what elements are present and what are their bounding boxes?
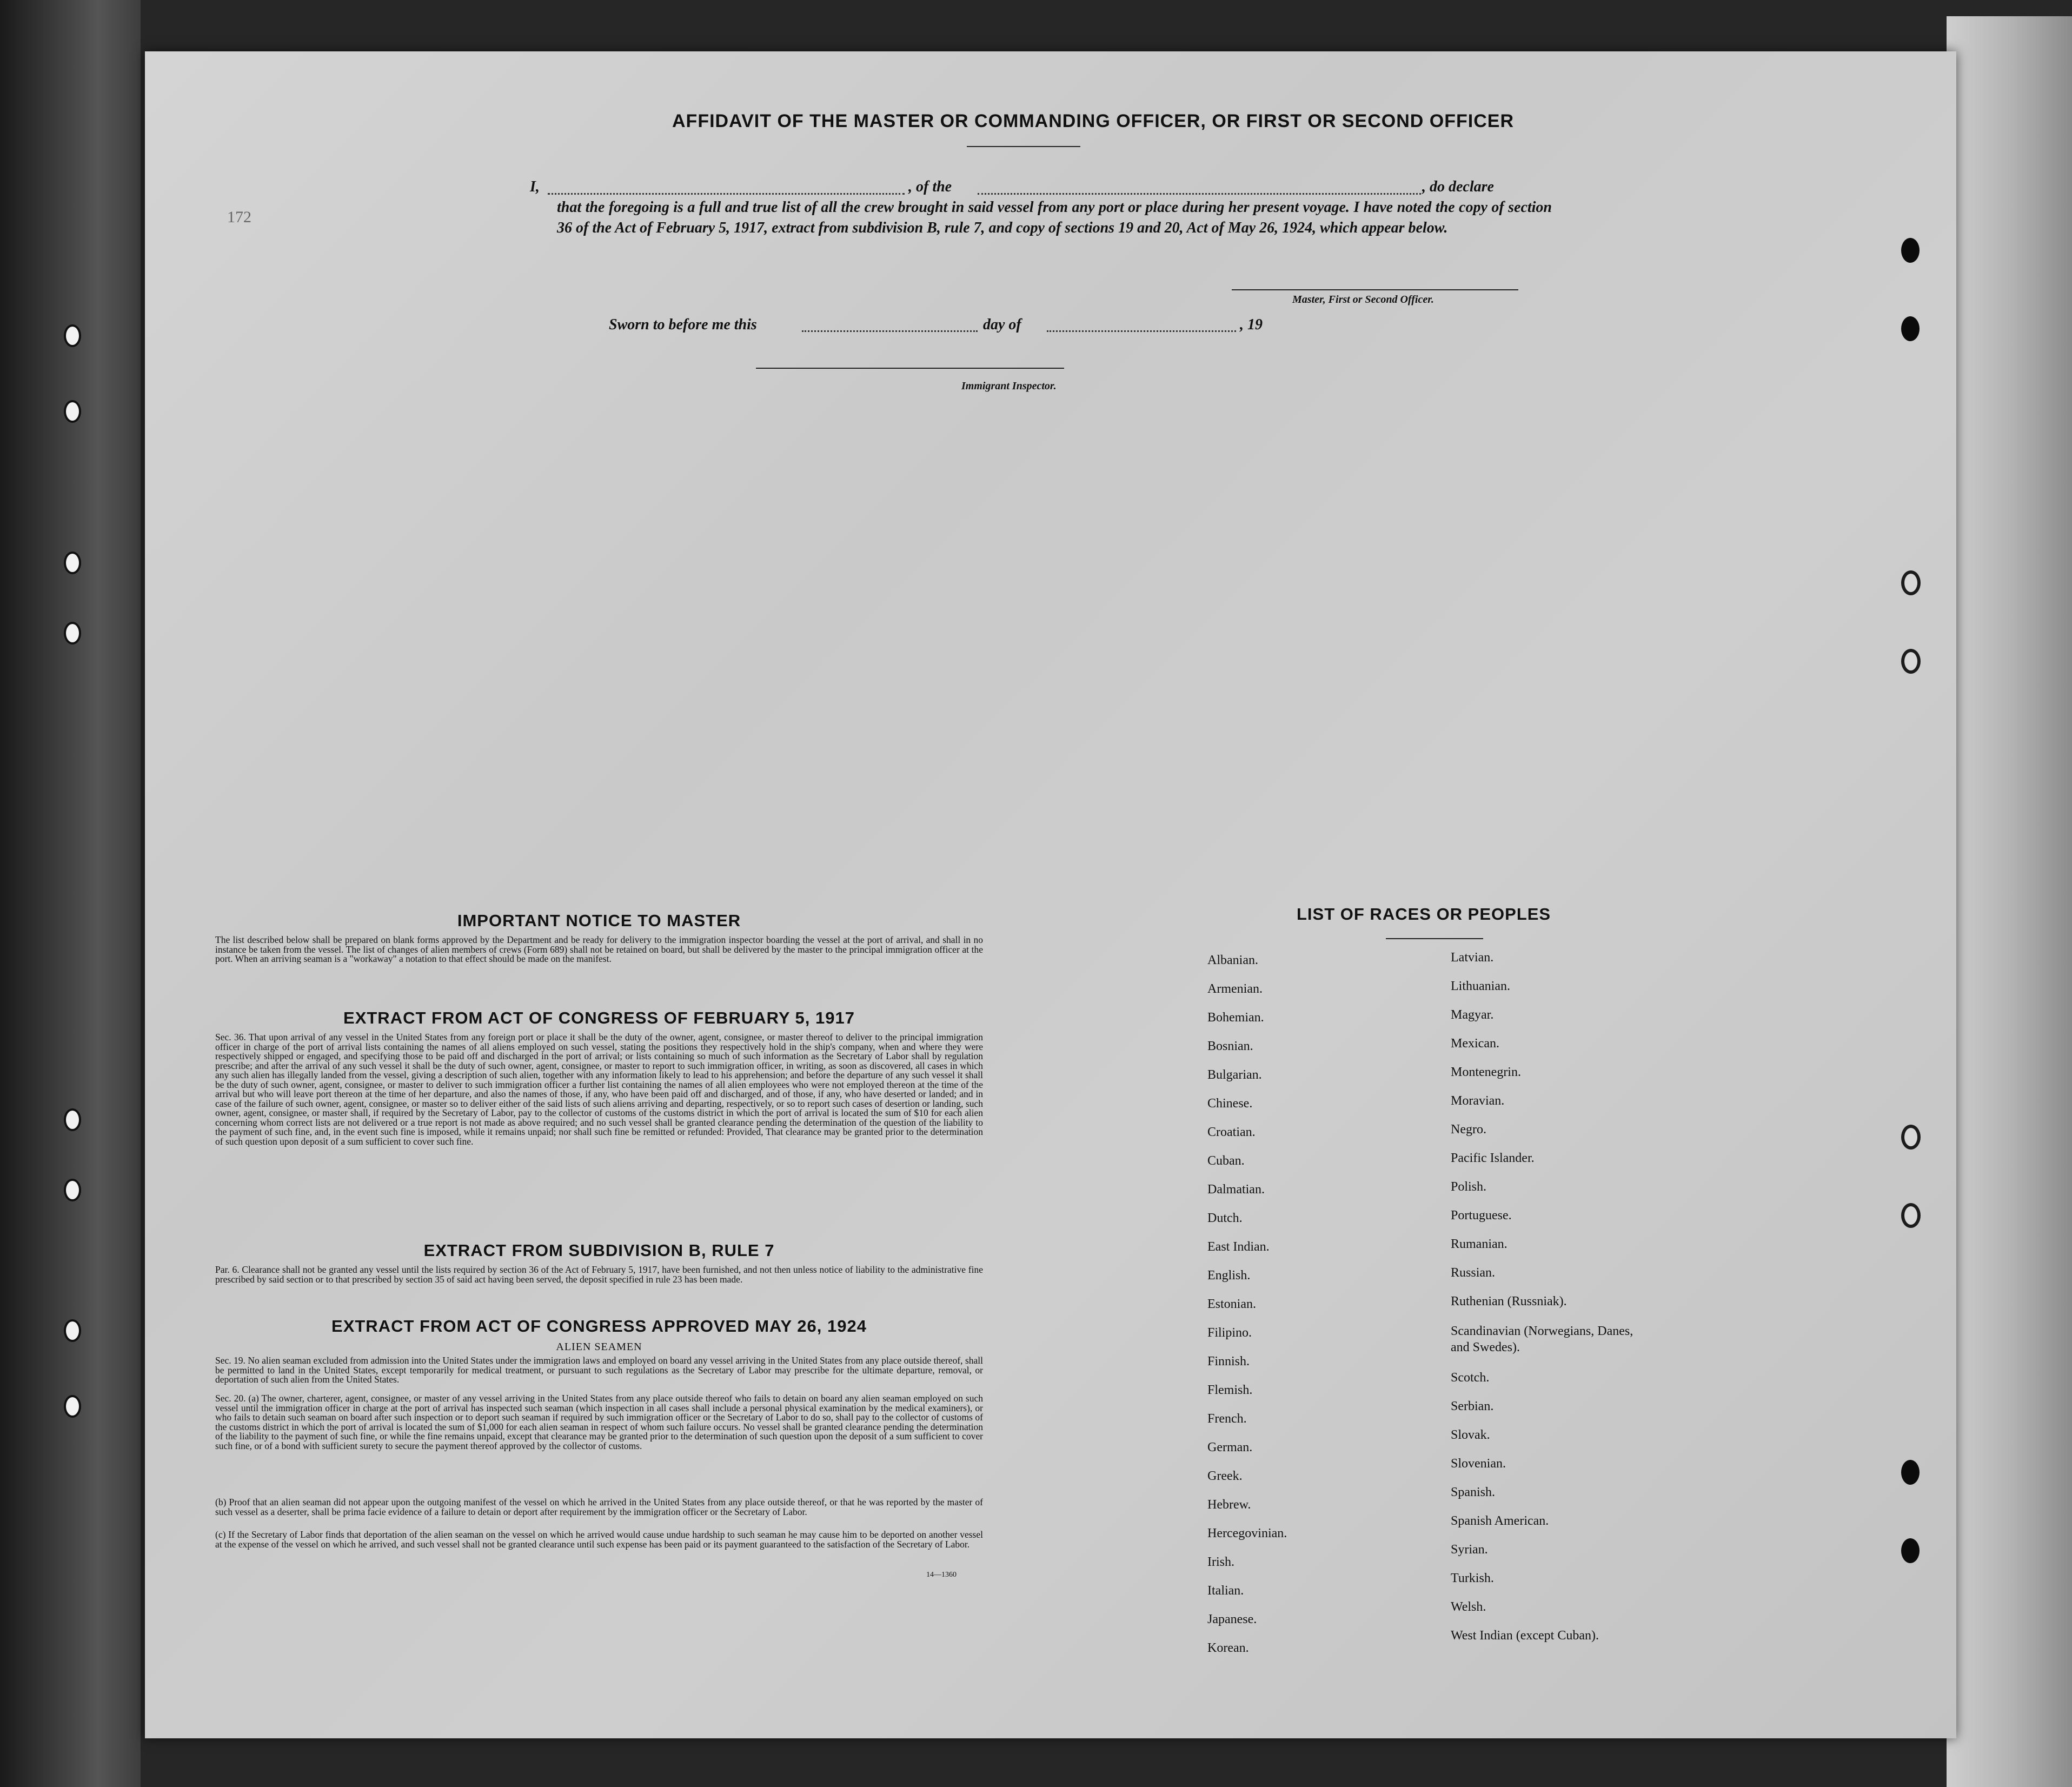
binder-hole bbox=[64, 552, 81, 574]
master-signature-line bbox=[1232, 289, 1518, 290]
month-blank bbox=[1047, 330, 1236, 332]
race-item: Croatian. bbox=[1207, 1125, 1256, 1139]
section-20c-text: (c) If the Secretary of Labor finds that deportation of the alien seaman on the vessel on which he arrived would cause undue hardship to such seaman he may cause him to be deported on another vessel at the expense of the vessel on which he arrived, and such vessel shall not be granted clearance until such expense has been paid or its payment guaranteed to the satisfaction of the Secretary of Labor. bbox=[215, 1529, 983, 1550]
vessel-blank bbox=[978, 193, 1421, 195]
race-item: Estonian. bbox=[1207, 1297, 1256, 1311]
race-item: French. bbox=[1207, 1412, 1247, 1426]
section-19-text: Sec. 19. No alien seaman excluded from admission into the United States under the immigration laws and employed on board any vessel arriving in the United States from any place outside thereof, shall be permitted to land in the United States, except temporarily for medical treatment, or pursuant to such regulations as the Secretary of Labor may prescribe for the ultimate departure, removal, or deportation of such alien from the United States. bbox=[215, 1355, 983, 1385]
race-item: Dutch. bbox=[1207, 1211, 1243, 1225]
race-item: Negro. bbox=[1451, 1122, 1486, 1137]
race-item: Italian. bbox=[1207, 1584, 1244, 1598]
race-item: Polish. bbox=[1451, 1180, 1487, 1194]
race-item: German. bbox=[1207, 1440, 1253, 1454]
race-item: Bulgarian. bbox=[1207, 1068, 1262, 1082]
race-item: Hercegovinian. bbox=[1207, 1526, 1287, 1540]
race-item: Flemish. bbox=[1207, 1383, 1253, 1397]
affidavit-declare-label: , do declare bbox=[1422, 178, 1494, 195]
inspector-caption: Immigrant Inspector. bbox=[961, 380, 1057, 392]
day-blank bbox=[802, 330, 978, 332]
punch-hole bbox=[1901, 316, 1920, 341]
race-item: Chinese. bbox=[1207, 1097, 1253, 1111]
race-item: Welsh. bbox=[1451, 1600, 1486, 1614]
name-blank bbox=[548, 193, 905, 195]
race-item: Latvian. bbox=[1451, 951, 1494, 965]
sworn-label: Sworn to before me this bbox=[609, 316, 757, 333]
binder-hole bbox=[64, 1179, 81, 1201]
binder-hole bbox=[64, 1108, 81, 1131]
rule7-title: EXTRACT FROM SUBDIVISION B, RULE 7 bbox=[423, 1241, 775, 1260]
race-item: Moravian. bbox=[1451, 1094, 1505, 1108]
punch-hole bbox=[1901, 238, 1920, 263]
punch-hole bbox=[1901, 1538, 1920, 1563]
race-item: Finnish. bbox=[1207, 1354, 1250, 1369]
punch-hole bbox=[1901, 649, 1921, 674]
race-item: Spanish American. bbox=[1451, 1514, 1549, 1528]
margin-note: 172 bbox=[227, 208, 251, 226]
race-item: Pacific Islander. bbox=[1451, 1151, 1535, 1165]
affidavit-body: that the foregoing is a full and true list of all the crew brought in said vessel from any port or place during her present voyage. I have noted the copy of section 36 of the Act of February 5, 1917, extract from subdivision B, rule 7, and copy of sections 19 and 20, Act of May 26, 1924, which appear below. bbox=[557, 199, 1552, 236]
race-item: Japanese. bbox=[1207, 1612, 1257, 1626]
race-item: Turkish. bbox=[1451, 1571, 1494, 1585]
extract-1917-title: EXTRACT FROM ACT OF CONGRESS OF FEBRUARY 5, 1917 bbox=[343, 1008, 855, 1027]
race-item: English. bbox=[1207, 1268, 1251, 1283]
affidavit-of-label: , of the bbox=[908, 178, 952, 195]
binder-hole bbox=[64, 622, 81, 645]
alien-seamen-subtitle: ALIEN SEAMEN bbox=[556, 1341, 642, 1353]
race-item: Russian. bbox=[1451, 1266, 1496, 1280]
race-item: Hebrew. bbox=[1207, 1498, 1251, 1512]
race-item: Magyar. bbox=[1451, 1008, 1494, 1022]
race-item: Cuban. bbox=[1207, 1154, 1245, 1168]
race-item: Dalmatian. bbox=[1207, 1183, 1265, 1197]
master-caption: Master, First or Second Officer. bbox=[1292, 294, 1434, 305]
race-item: Serbian. bbox=[1451, 1399, 1494, 1413]
binder-hole bbox=[64, 400, 81, 423]
title-underline bbox=[967, 146, 1080, 147]
race-item: Bohemian. bbox=[1207, 1011, 1264, 1025]
race-item: West Indian (except Cuban). bbox=[1451, 1629, 1599, 1643]
document-page bbox=[145, 51, 1956, 1738]
punch-hole bbox=[1901, 570, 1921, 595]
race-item: Slovak. bbox=[1451, 1428, 1490, 1442]
extract-1924-title: EXTRACT FROM ACT OF CONGRESS APPROVED MAY 26, 1924 bbox=[331, 1317, 867, 1336]
notice-text: The list described below shall be prepared on blank forms approved by the Department and be ready for delivery to the immigration inspector boarding the vessel at the port of arrival, and shall in no instance be taken from the vessel. The list of changes of alien members of crews (Form 689) shall not be retained on board, but shall be delivered by the master to the principal immigration officer at the port. When an arriving seaman is a "workaway" a notation to that effect should be made on the manifest. bbox=[215, 934, 983, 964]
notice-title: IMPORTANT NOTICE TO MASTER bbox=[457, 911, 741, 930]
race-item: Bosnian. bbox=[1207, 1039, 1253, 1053]
races-underline bbox=[1386, 938, 1483, 939]
binder-hole bbox=[64, 1319, 81, 1342]
race-item: Filipino. bbox=[1207, 1326, 1252, 1340]
race-item: Ruthenian (Russniak). bbox=[1451, 1294, 1567, 1308]
day-of-label: day of bbox=[983, 316, 1021, 333]
race-item: East Indian. bbox=[1207, 1240, 1270, 1254]
race-item: Mexican. bbox=[1451, 1037, 1499, 1051]
race-item: Scotch. bbox=[1451, 1371, 1490, 1385]
form-number: 14—1360 bbox=[926, 1571, 957, 1579]
race-item: Scandinavian (Norwegians, Danes, and Swedes). bbox=[1451, 1324, 1633, 1354]
race-item: Lithuanian. bbox=[1451, 979, 1510, 993]
punch-hole bbox=[1901, 1203, 1921, 1228]
race-item: Greek. bbox=[1207, 1469, 1243, 1483]
section-20b-text: (b) Proof that an alien seaman did not appear upon the outgoing manifest of the vessel on which he arrived in the United States from any place outside thereof, or that he was reported by the master of such vessel as a deserter, shall be prima facie evidence of a failure to detain or deport after requirement by the immigration officer or the Secretary of Labor. bbox=[215, 1497, 983, 1517]
scan-border-right bbox=[1947, 16, 2072, 1787]
race-item: Portuguese. bbox=[1451, 1208, 1512, 1223]
race-item: Albanian. bbox=[1207, 953, 1258, 967]
race-item: Slovenian. bbox=[1451, 1457, 1506, 1471]
binder-hole bbox=[64, 324, 81, 347]
race-item: Korean. bbox=[1207, 1641, 1249, 1655]
race-item: Rumanian. bbox=[1451, 1237, 1507, 1251]
scan-border-left bbox=[0, 0, 141, 1787]
inspector-signature-line bbox=[756, 368, 1064, 369]
race-item: Armenian. bbox=[1207, 982, 1263, 996]
race-item: Montenegrin. bbox=[1451, 1065, 1521, 1079]
punch-hole bbox=[1901, 1460, 1920, 1485]
section-20a-text: Sec. 20. (a) The owner, charterer, agent, consignee, or master of any vessel arriving in the United States from any place outside thereof who fails to detain on board any alien seaman employed on such vessel until the immigration officer in charge at the port of arrival has inspected such seaman (which inspection in all cases shall include a personal physical examination by the medical examiners), or who fails to detain such seaman on board after such inspection or to deport such seaman if required by such immigration officer or the Secretary of Labor to do so, shall pay to the collector of customs of the customs district in which the port of arrival is located the sum of $1,000 for each alien seaman in respect of whom such failure occurs. No vessel shall be granted clearance pending the determination of the liability to the payment of such fine, or while the fine remains unpaid, except that clearance may be granted prior to the determination of such question upon the deposit of a sum sufficient to cover such fine, or of a bond with sufficient surety to secure the payment thereof approved by the collector of customs. bbox=[215, 1393, 983, 1451]
binder-hole bbox=[64, 1395, 81, 1418]
race-item: Spanish. bbox=[1451, 1485, 1496, 1499]
extract-1917-text: Sec. 36. That upon arrival of any vessel in the United States from any foreign port or place it shall be the duty of the owner, agent, consignee, or master thereof to deliver to the principal immigration officer in charge of the port of arrival lists containing the names of all aliens employed on such vessel, stating the positions they respectively hold in the ship's company, when and where they were respectively shipped or engaged, and specifying those to be paid off and discharged in the port of arrival; or lists containing so much of such information as the Secretary of Labor shall by regulation prescribe; and after the arrival of any such vessel it shall be the duty of such owner, agent, consignee, or master to report to such immigration officer, in writing, as soon as discovered, all cases in which any such alien has illegally landed from the vessel, giving a description of such alien, together with any information likely to lead to his apprehension; and before the departure of any such vessel it shall be the duty of such owner, agent, consignee, or master to deliver to such immigration officer a further list containing the names of all alien employees who were not employed thereon at the time of the arrival but who will leave port thereon at the time of her departure, and also the names of those, if any, who have been paid off and discharged, and of those, if any, who have deserted or landed; and in case of the failure of such owner, agent, consignee, or master so to deliver either of the said lists of such aliens arriving and departing, respectively, or so to report such cases of desertion or landing, such owner, agent, consignee, or master shall, if required by the Secretary of Labor, pay to the collector of customs of the customs district in which the port of arrival is located the sum of $10 for each alien concerning whom correct lists are not delivered or a true report is not made as above required; and no such vessel shall be granted clearance pending the determination of the question of the liability to the payment of such fine, and, in the event such fine is imposed, while it remains unpaid; nor shall such fine be remitted or refunded: Provided, That clearance may be granted prior to the determination of such question upon deposit of a sum sufficient to cover such fine. bbox=[215, 1032, 983, 1147]
punch-hole bbox=[1901, 1125, 1921, 1150]
race-item: Syrian. bbox=[1451, 1543, 1488, 1557]
rule7-text: Par. 6. Clearance shall not be granted any vessel until the lists required by section 36 of the Act of February 5, 1917, have been furnished, and not then unless notice of liability to the administrative fine prescribed by said section or to that prescribed by section 35 of said act having been served, the deposit specified in rule 23 has been made. bbox=[215, 1264, 983, 1285]
race-item: Irish. bbox=[1207, 1555, 1234, 1569]
affidavit-title: AFFIDAVIT OF THE MASTER OR COMMANDING OFFICER, OR FIRST OR SECOND OFFICER bbox=[672, 111, 1514, 131]
races-title: LIST OF RACES OR PEOPLES bbox=[1297, 905, 1551, 924]
year-label: , 19 bbox=[1240, 316, 1263, 333]
affidavit-i-label: I, bbox=[530, 178, 540, 195]
